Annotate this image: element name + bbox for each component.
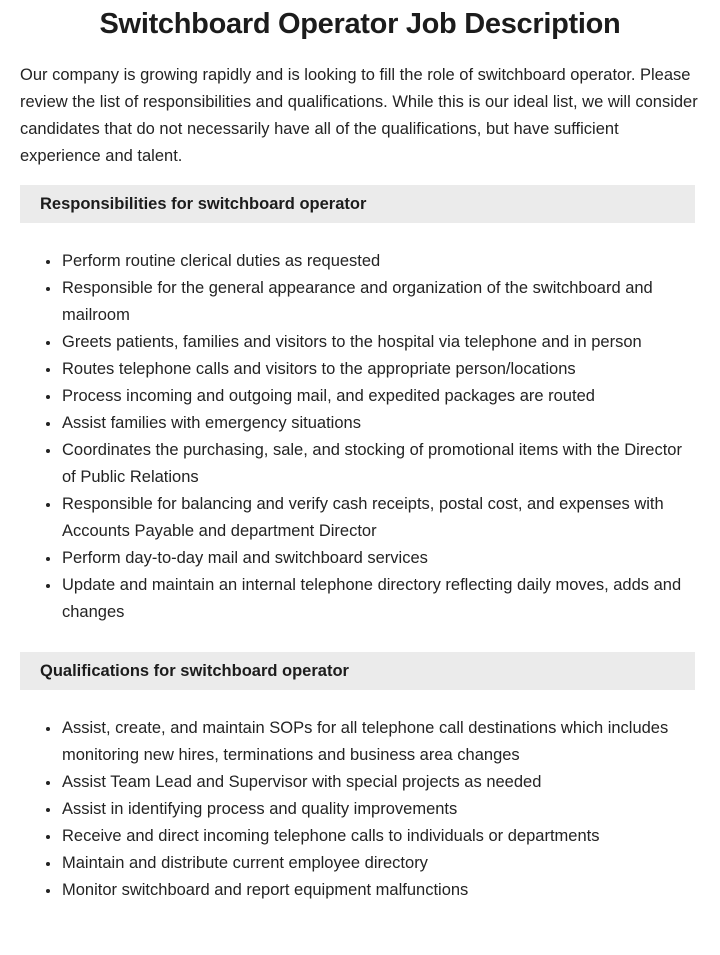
qualification-item: • Receive and direct incoming telephone calls to individuals or departments bbox=[61, 823, 700, 850]
responsibility-item: • Update and maintain an internal telephone directory reflecting daily moves, adds and changes bbox=[61, 572, 700, 626]
qualification-item: • Assist Team Lead and Supervisor with special projects as needed bbox=[61, 769, 700, 796]
section-responsibilities bbox=[20, 185, 700, 626]
responsibilities-list bbox=[20, 248, 700, 626]
page-title: Switchboard Operator Job Description bbox=[99, 8, 621, 40]
responsibility-item: • Perform day-to-day mail and switchboard services bbox=[61, 545, 700, 572]
responsibility-item: • Coordinates the purchasing, sale, and stocking of promotional items with the Director of Public Relations bbox=[61, 437, 700, 491]
responsibility-item: • Perform routine clerical duties as requested bbox=[61, 248, 700, 275]
responsibility-item: • Greets patients, families and visitors to the hospital via telephone and in person bbox=[61, 329, 700, 356]
qualification-item: • Assist in identifying process and quality improvements bbox=[61, 796, 700, 823]
qualifications-list bbox=[20, 715, 700, 904]
responsibility-item: • Responsible for the general appearance and organization of the switchboard and mailroom bbox=[61, 275, 700, 329]
section-qualifications bbox=[20, 652, 700, 904]
responsibility-item: • Routes telephone calls and visitors to the appropriate person/locations bbox=[61, 356, 700, 383]
responsibility-item: • Responsible for balancing and verify cash receipts, postal cost, and expenses with Accounts Payable and department Director bbox=[61, 491, 700, 545]
qualification-item: • Maintain and distribute current employee directory bbox=[61, 850, 700, 877]
qualifications-heading: Qualifications for switchboard operator bbox=[20, 652, 695, 690]
qualification-item: • Monitor switchboard and report equipment malfunctions bbox=[61, 877, 700, 904]
responsibilities-heading: Responsibilities for switchboard operator bbox=[20, 185, 695, 223]
qualification-item: • Assist, create, and maintain SOPs for all telephone call destinations which includes monitoring new hires, terminations and business area changes bbox=[61, 715, 700, 769]
responsibility-item: • Process incoming and outgoing mail, and expedited packages are routed bbox=[61, 383, 700, 410]
job-description-document bbox=[0, 6, 720, 904]
responsibility-item: • Assist families with emergency situations bbox=[61, 410, 700, 437]
intro-paragraph: Our company is growing rapidly and is looking to fill the role of switchboard operator. Please review the list of responsibilities and qualifications. While this is our ideal list, we will consider candidates that do not necessarily have all of the qualifications, but have sufficient experience and talent. bbox=[20, 66, 698, 165]
